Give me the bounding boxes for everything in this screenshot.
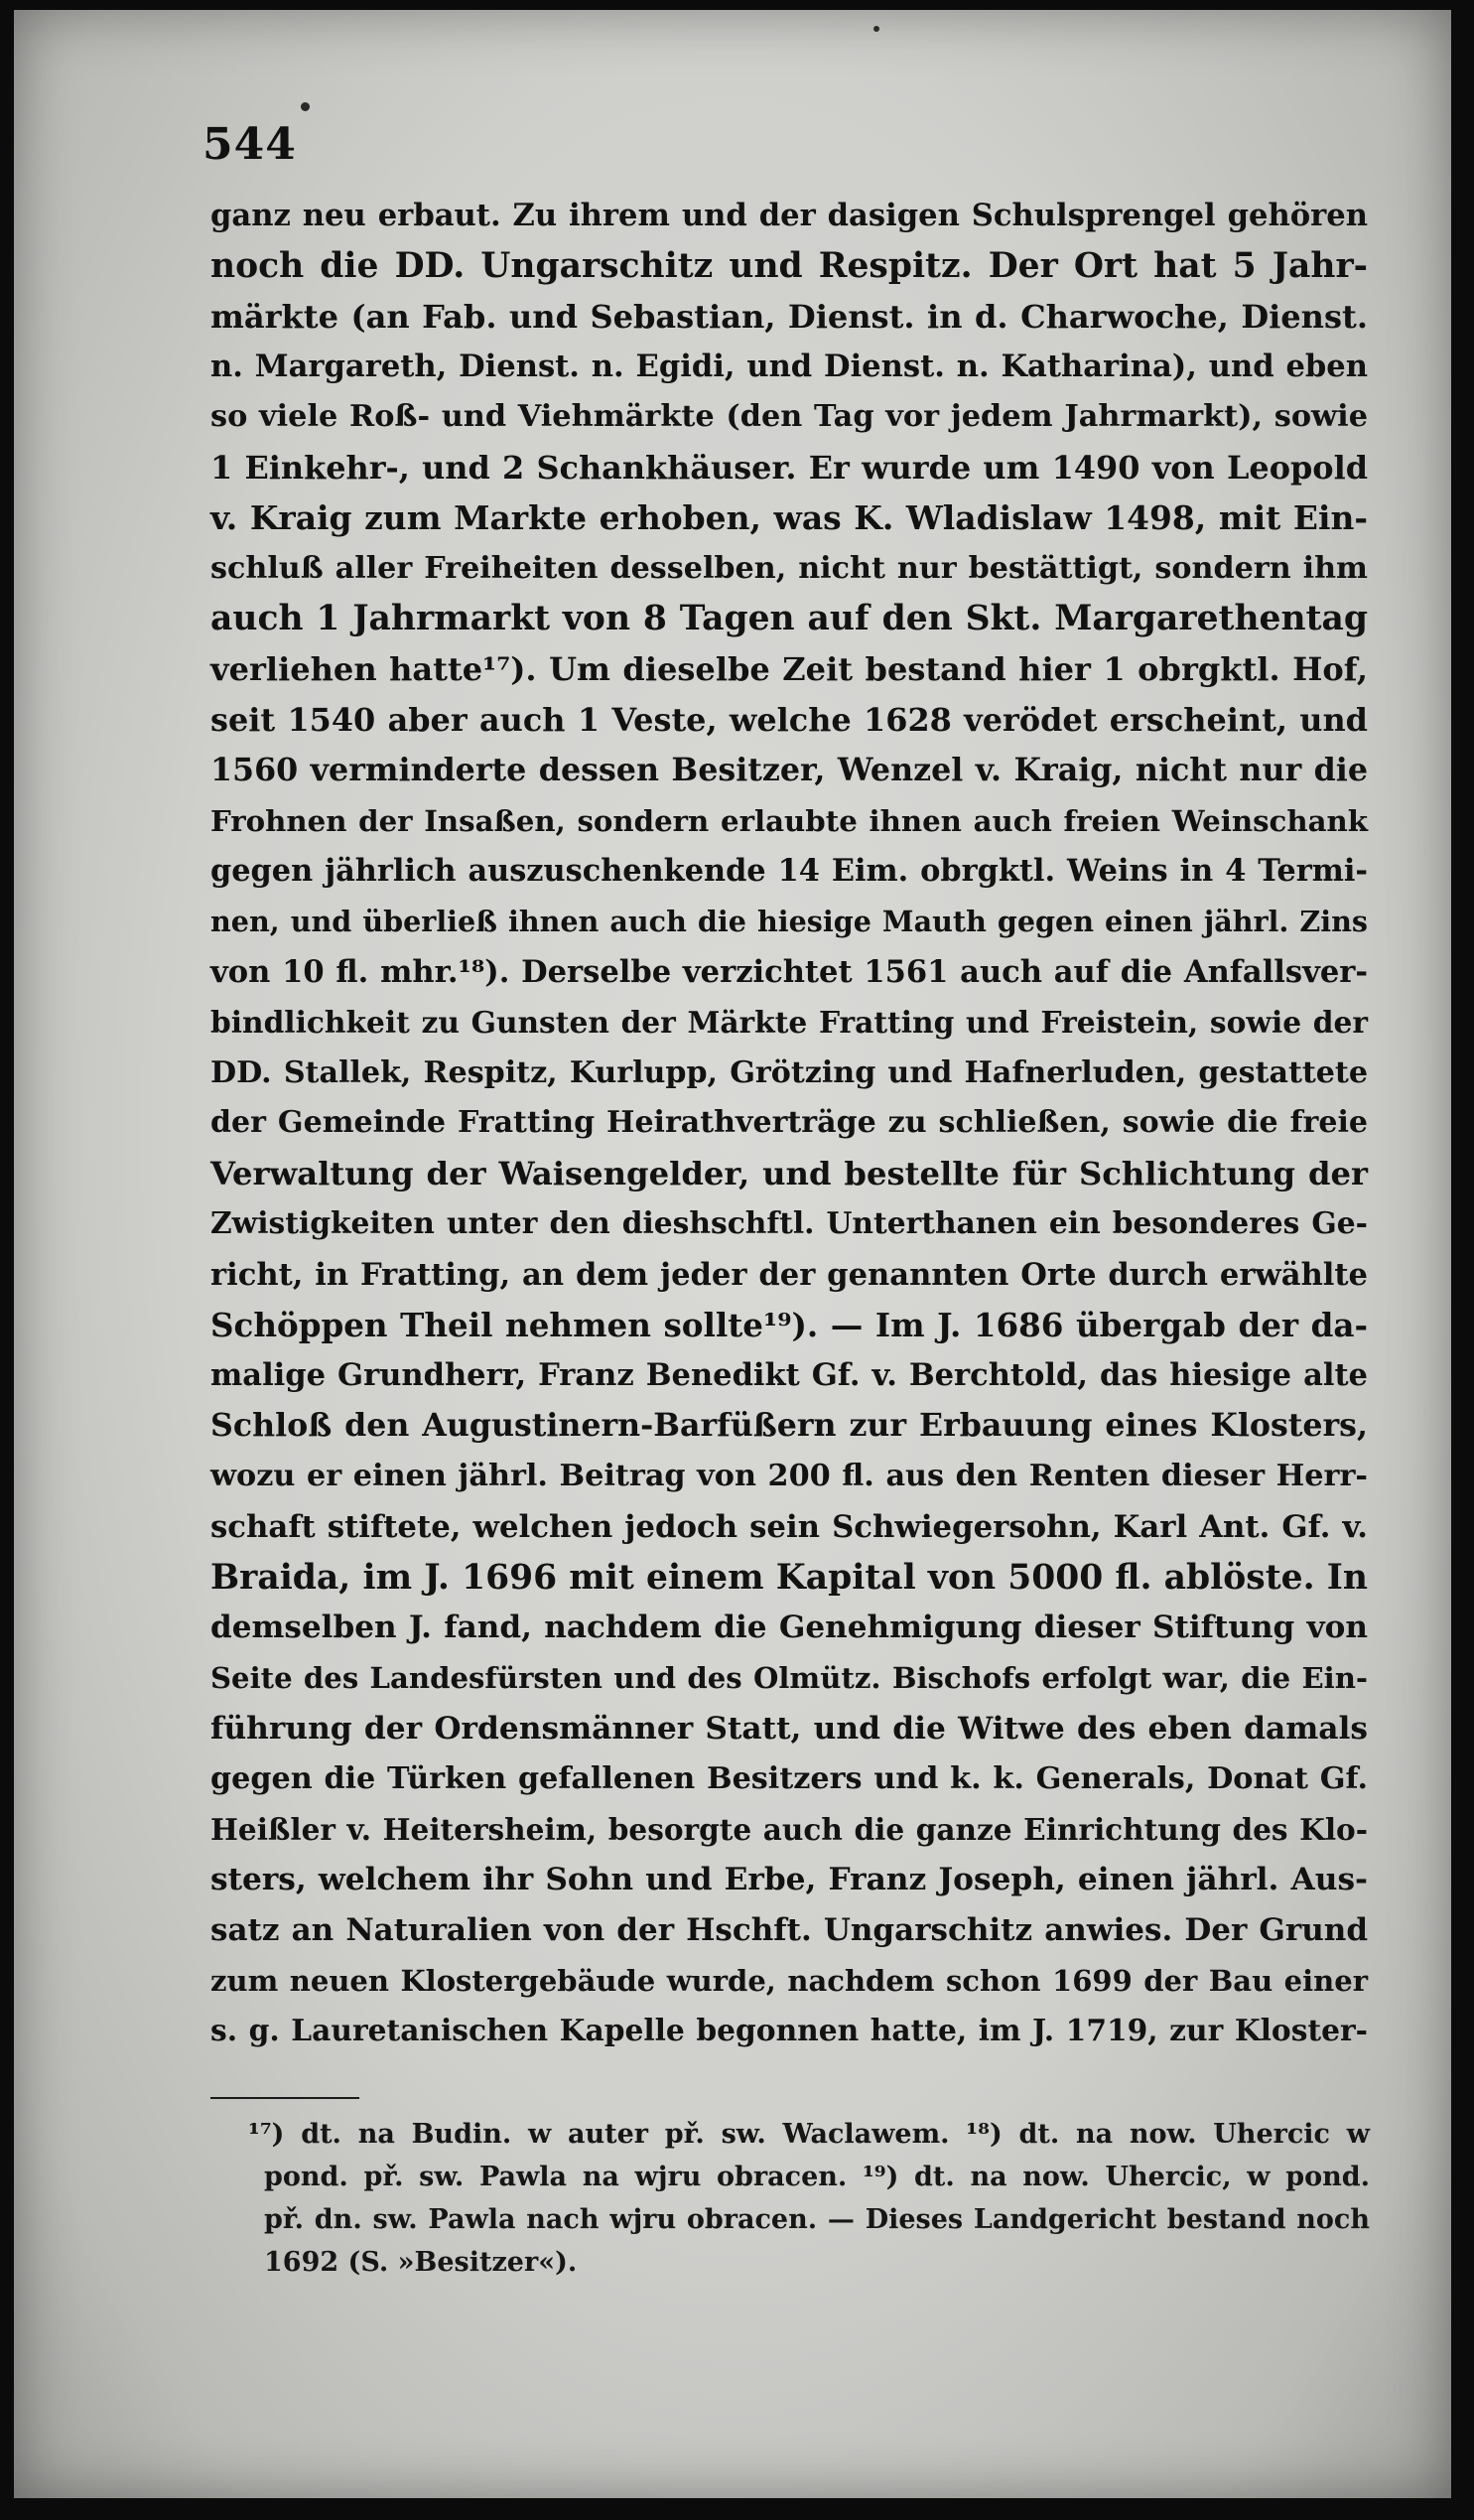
footnote-line: 1692 (S. »Besitzer«). xyxy=(264,2247,578,2278)
body-line: Frohnen der Insaßen, sondern erlaubte ihnen auch freien Weinschank xyxy=(210,803,1368,838)
ink-speck xyxy=(301,102,310,111)
footnote-separator xyxy=(210,2097,359,2099)
body-line: demselben J. fand, nachdem die Genehmigung dieser Stiftung von xyxy=(210,1610,1368,1646)
footnotes xyxy=(248,2113,1370,2284)
body-line: n. Margareth, Dienst. n. Egidi, und Dienst. n. Katharina), und eben xyxy=(210,349,1368,385)
body-line: schluß aller Freiheiten desselben, nicht nur bestättigt, sondern ihm xyxy=(210,550,1368,586)
body-line: 1560 verminderte dessen Besitzer, Wenzel v. Kraig, nicht nur die xyxy=(210,751,1368,788)
body-line: bindlichkeit zu Gunsten der Märkte Fratting und Freistein, sowie der xyxy=(210,1004,1368,1040)
body-line: märkte (an Fab. und Sebastian, Dienst. in d. Charwoche, Dienst. xyxy=(210,297,1368,336)
body-line: Heißler v. Heitersheim, besorgte auch die ganze Einrichtung des Klo- xyxy=(210,1811,1368,1847)
body-line: so viele Roß- und Viehmärkte (den Tag vor jedem Jahrmarkt), sowie xyxy=(210,399,1368,435)
footnote-line: př. dn. sw. Pawla nach wjru obracen. — Dieses Landgericht bestand noch xyxy=(264,2204,1370,2235)
body-line: nen, und überließ ihnen auch die hiesige Mauth gegen einen jährl. Zins xyxy=(210,905,1368,939)
body-line: Braida, im J. 1696 mit einem Kapital von 5000 fl. ablöste. In xyxy=(210,1557,1368,1598)
body-line: s. g. Lauretanischen Kapelle begonnen hatte, im J. 1719, zur Kloster- xyxy=(210,2013,1368,2048)
body-line: zum neuen Klostergebäude wurde, nachdem schon 1699 der Bau einer xyxy=(210,1963,1368,1998)
body-line: Zwistigkeiten unter den dieshschftl. Unterthanen ein besonderes Ge- xyxy=(210,1205,1368,1241)
body-line: gegen die Türken gefallenen Besitzers und k. k. Generals, Donat Gf. xyxy=(210,1760,1368,1796)
footnote-line: pond. př. sw. Pawla na wjru obracen. ¹⁹) dt. na now. Uhercic, w pond. xyxy=(264,2162,1370,2192)
body-line: von 10 fl. mhr.¹⁸). Derselbe verzichtet 1561 auch auf die Anfallsver- xyxy=(210,953,1368,990)
body-line: ganz neu erbaut. Zu ihrem und der dasigen Schulsprengel gehören xyxy=(210,198,1368,233)
body-line: malige Grundherr, Franz Benedikt Gf. v. Berchtold, das hiesige alte xyxy=(210,1357,1368,1394)
body-line: Schöppen Theil nehmen sollte¹⁹). — Im J. 1686 übergab der da- xyxy=(210,1305,1368,1344)
body-line: verliehen hatte¹⁷). Um dieselbe Zeit bestand hier 1 obrgktl. Hof, xyxy=(210,650,1368,689)
body-line: seit 1540 aber auch 1 Veste, welche 1628 verödet erscheint, und xyxy=(210,700,1368,739)
body-line: sters, welchem ihr Sohn und Erbe, Franz Joseph, einen jährl. Aus- xyxy=(210,1862,1368,1898)
body-line: Verwaltung der Waisengelder, und bestellte für Schlichtung der xyxy=(210,1155,1368,1193)
page-number: 544 xyxy=(202,119,297,170)
body-line: der Gemeinde Fratting Heirathverträge zu schließen, sowie die freie xyxy=(210,1105,1368,1141)
body-line: wozu er einen jährl. Beitrag von 200 fl. aus den Renten dieser Herr- xyxy=(210,1458,1368,1493)
footnote-line: ¹⁷) dt. na Budin. w auter př. sw. Waclawem. ¹⁸) dt. na now. Uhercic w xyxy=(248,2119,1370,2150)
body-text xyxy=(210,191,1368,2056)
body-line: v. Kraig zum Markte erhoben, was K. Wladislaw 1498, mit Ein- xyxy=(210,497,1368,537)
body-line: auch 1 Jahrmarkt von 8 Tagen auf den Skt. Margarethentag xyxy=(210,599,1368,639)
body-line: satz an Naturalien von der Hschft. Ungarschitz anwies. Der Grund xyxy=(210,1912,1368,1949)
body-line: Schloß den Augustinern-Barfüßern zur Erbauung eines Klosters, xyxy=(210,1407,1368,1445)
body-line: schaft stiftete, welchen jedoch sein Schwiegersohn, Karl Ant. Gf. v. xyxy=(210,1508,1368,1545)
body-line: richt, in Fratting, an dem jeder der genannten Orte durch erwählte xyxy=(210,1256,1368,1293)
body-line: gegen jährlich auszuschenkende 14 Eim. obrgktl. Weins in 4 Termi- xyxy=(210,853,1368,890)
body-line: noch die DD. Ungarschitz und Respitz. Der Ort hat 5 Jahr- xyxy=(210,245,1368,286)
ink-speck xyxy=(873,26,879,32)
body-line: DD. Stallek, Respitz, Kurlupp, Grötzing und Hafnerluden, gestattete xyxy=(210,1054,1368,1090)
body-line: Seite des Landesfürsten und des Olmütz. Bischofs erfolgt war, die Ein- xyxy=(210,1661,1368,1696)
body-line: 1 Einkehr-, und 2 Schankhäuser. Er wurde um 1490 von Leopold xyxy=(210,448,1368,487)
body-line: führung der Ordensmänner Statt, und die Witwe des eben damals xyxy=(210,1710,1368,1747)
